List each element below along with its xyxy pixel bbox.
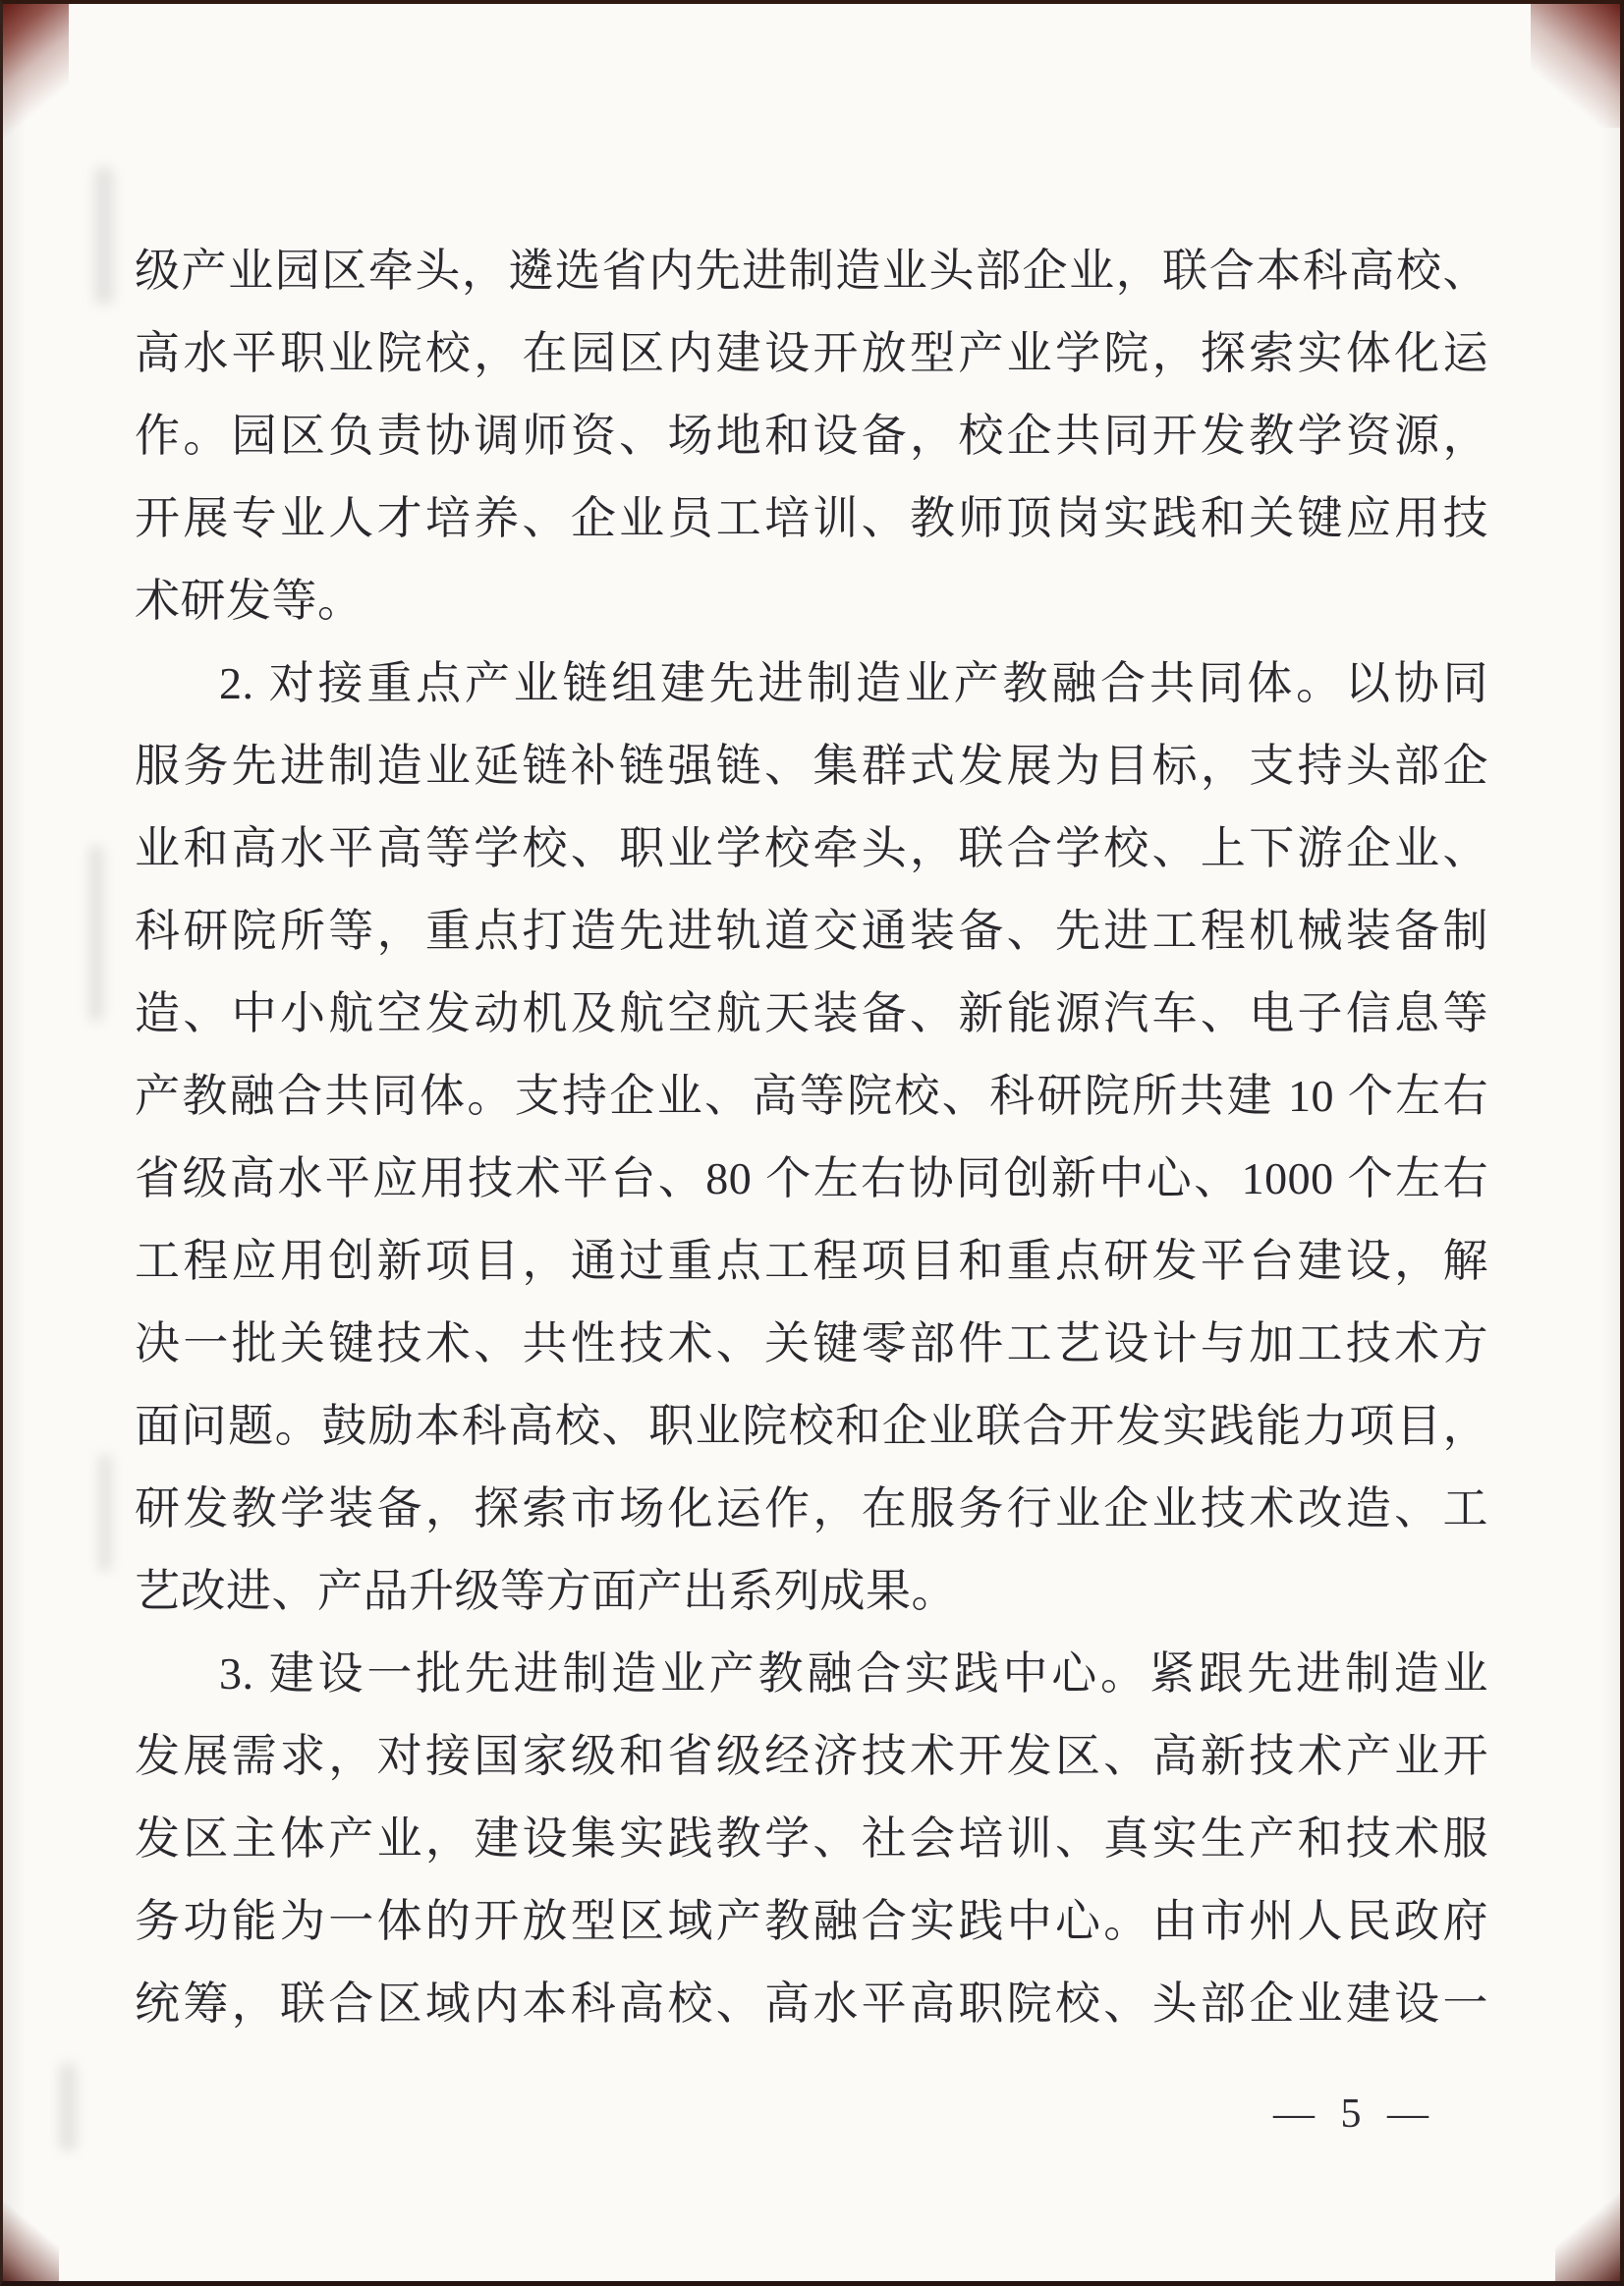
scan-smudge — [88, 845, 104, 1022]
document-body-text — [135, 230, 1488, 2045]
scan-corner-mark — [0, 0, 69, 147]
text-line: 服务先进制造业延链补链强链、集群式发展为目标，支持头部企 — [135, 741, 1488, 791]
scan-corner-mark — [1555, 2193, 1624, 2286]
text-line: 面问题。鼓励本科高校、职业院校和企业联合开发实践能力项目， — [135, 1401, 1488, 1451]
scan-corner-mark — [0, 2198, 59, 2286]
text-line: 3. 建设一批先进制造业产教融合实践中心。紧跟先进制造业 — [219, 1648, 1488, 1699]
text-line: 开展专业人才培养、企业员工培训、教师顶岗实践和关键应用技 — [135, 493, 1488, 543]
text-line: 作。园区负责协调师资、场地和设备，校企共同开发教学资源， — [135, 411, 1488, 461]
text-line: 2. 对接重点产业链组建先进制造业产教融合共同体。以协同 — [219, 658, 1488, 708]
scan-corner-mark — [1531, 0, 1624, 128]
paragraph-item-3 — [135, 1633, 1488, 2045]
text-line: 高水平职业院校，在园区内建设开放型产业学院，探索实体化运 — [135, 328, 1488, 378]
text-line: 产教融合共同体。支持企业、高等院校、科研院所共建 10 个左右 — [135, 1071, 1488, 1121]
text-line: 术研发等。 — [135, 576, 364, 626]
scan-smudge — [98, 1454, 112, 1572]
text-line: 级产业园区牵头，遴选省内先进制造业头部企业，联合本科高校、 — [135, 246, 1488, 296]
text-line: 研发教学装备，探索市场化运作，在服务行业企业技术改造、工 — [135, 1483, 1488, 1533]
text-line: 业和高水平高等学校、职业学校牵头，联合学校、上下游企业、 — [135, 823, 1488, 873]
text-line: 造、中小航空发动机及航空航天装备、新能源汽车、电子信息等 — [135, 988, 1488, 1038]
text-line: 发展需求，对接国家级和省级经济技术开发区、高新技术产业开 — [135, 1731, 1488, 1781]
text-line: 科研院所等，重点打造先进轨道交通装备、先进工程机械装备制 — [135, 906, 1488, 956]
text-line: 发区主体产业，建设集实践教学、社会培训、真实生产和技术服 — [135, 1813, 1488, 1864]
page-number: — 5 — — [1273, 2091, 1436, 2137]
paragraph-item-2 — [135, 642, 1488, 1633]
paragraph-continued — [135, 230, 1488, 642]
text-line: 务功能为一体的开放型区域产教融合实践中心。由市州人民政府 — [135, 1896, 1488, 1946]
text-line: 决一批关键技术、共性技术、关键零部件工艺设计与加工技术方 — [135, 1318, 1488, 1368]
scan-smudge — [59, 2063, 77, 2151]
text-line: 省级高水平应用技术平台、80 个左右协同创新中心、1000 个左右 — [135, 1153, 1488, 1203]
text-line: 工程应用创新项目，通过重点工程项目和重点研发平台建设，解 — [135, 1236, 1488, 1286]
text-line: 统筹，联合区域内本科高校、高水平高职院校、头部企业建设一 — [135, 1979, 1488, 2029]
scan-smudge — [94, 167, 114, 305]
text-line: 艺改进、产品升级等方面产出系列成果。 — [135, 1566, 957, 1616]
